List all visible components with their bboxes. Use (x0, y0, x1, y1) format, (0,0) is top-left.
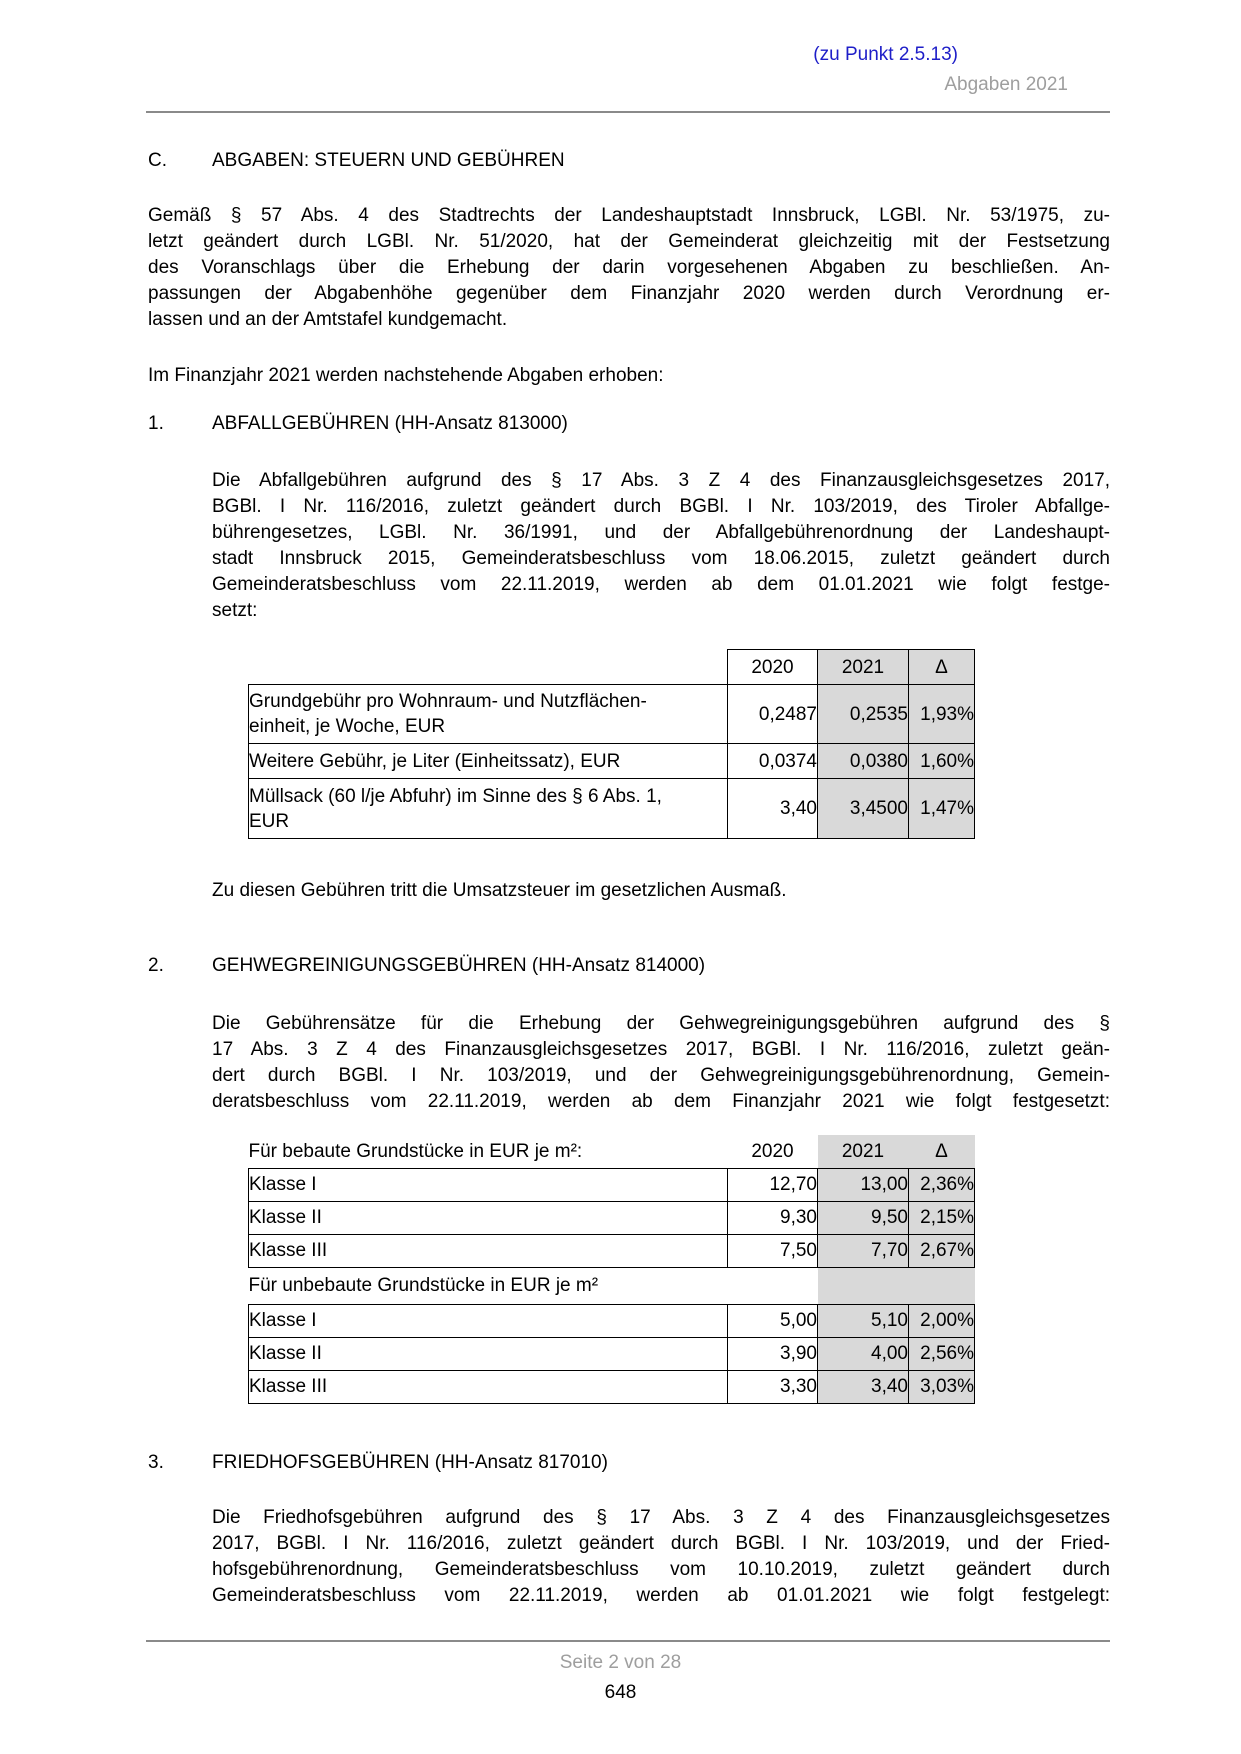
paragraph-line: bührengesetzes, LGBl. Nr. 36/1991, und der Abfallgebührenordnung der Landeshaupt- (212, 522, 1110, 543)
paragraph-line: Die Gebührensätze für die Erhebung der Gehwegreinigungsgebühren aufgrund des § (212, 1013, 1110, 1034)
sidewalk-fees-table (248, 1135, 975, 1404)
value-2020: 0,2487 (728, 685, 818, 744)
table-row (249, 1234, 975, 1267)
paragraph-line: des Voranschlags über die Erhebung der darin vorgesehenen Abgaben zu beschließen. An- (148, 257, 1110, 278)
row-label: Klasse II (249, 1201, 728, 1234)
value-2021: 3,4500 (818, 779, 909, 839)
value-2021: 0,2535 (818, 685, 909, 744)
row-label: Klasse I (249, 1304, 728, 1337)
subheader-gray-cell (818, 1267, 909, 1304)
value-2020: 7,50 (728, 1234, 818, 1267)
paragraph-line: Die Friedhofsgebühren aufgrund des § 17 Abs. 3 Z 4 des Finanzausgleichsgesetzes (212, 1507, 1110, 1528)
table-row (249, 685, 975, 744)
subheader-gray-cell (909, 1267, 975, 1304)
table-header-row (249, 1135, 975, 1168)
row-label: Weitere Gebühr, je Liter (Einheitssatz), EUR (249, 744, 728, 779)
paragraph-line: Die Abfallgebühren aufgrund des § 17 Abs. 3 Z 4 des Finanzausgleichsgesetzes 2017, (212, 470, 1110, 491)
paragraph-line: deratsbeschluss vom 22.11.2019, werden ab dem Finanzjahr 2021 wie folgt festgesetzt: (212, 1091, 1110, 1112)
value-2021: 3,40 (818, 1370, 909, 1403)
section-3-number: 3. (148, 1452, 164, 1473)
column-header-delta: Δ (909, 650, 975, 685)
table-header-spacer (249, 650, 728, 685)
footer-page-label: Seite 2 von 28 (559, 1652, 682, 1673)
section-2-heading (148, 953, 705, 979)
section-1-number: 1. (148, 413, 164, 434)
header-doc-label: Abgaben 2021 (944, 74, 1068, 95)
value-delta: 1,93% (909, 685, 975, 744)
row-label: Klasse III (249, 1234, 728, 1267)
section-3-title: FRIEDHOFSGEBÜHREN (HH-Ansatz 817010) (212, 1452, 608, 1473)
value-2020: 9,30 (728, 1201, 818, 1234)
paragraph-line: Gemeinderatsbeschluss vom 22.11.2019, werden ab dem 01.01.2021 wie folgt festge- (212, 574, 1110, 595)
section-2-number: 2. (148, 955, 164, 976)
value-delta: 2,15% (909, 1201, 975, 1234)
table-subheader-row (249, 1267, 975, 1304)
value-delta: 1,47% (909, 779, 975, 839)
doc-title-text: ABGABEN: STEUERN UND GEBÜHREN (212, 150, 565, 171)
value-delta: 3,03% (909, 1370, 975, 1403)
section-1-heading (148, 411, 568, 437)
value-delta: 2,00% (909, 1304, 975, 1337)
value-2020: 0,0374 (728, 744, 818, 779)
built-plots-header: Für bebaute Grundstücke in EUR je m²: (248, 1140, 583, 1162)
paragraph-line: setzt: (212, 600, 258, 621)
column-header-2021: 2021 (818, 1135, 909, 1168)
column-header-2020: 2020 (751, 1140, 794, 1162)
row-label: Müllsack (60 l/je Abfuhr) im Sinne des § 6 Abs. 1, EUR (249, 779, 728, 839)
table-header-row (249, 650, 975, 685)
paragraph-line: lassen und an der Amtstafel kundgemacht. (148, 309, 508, 330)
section-2-title: GEHWEGREINIGUNGSGEBÜHREN (HH-Ansatz 814000) (212, 955, 706, 976)
table-row (249, 1201, 975, 1234)
section-2-paragraph (212, 1011, 1110, 1115)
paragraph-line: 2017, BGBl. I Nr. 116/2016, zuletzt geändert durch BGBl. I Nr. 103/2019, und der Fried- (212, 1533, 1110, 1554)
vat-note: Zu diesen Gebühren tritt die Umsatzsteuer im gesetzlichen Ausmaß. (212, 880, 787, 901)
section-1-paragraph (212, 468, 1110, 624)
paragraph-line: dert durch BGBl. I Nr. 103/2019, und der Gehwegreinigungsgebührenordnung, Gemein- (212, 1065, 1110, 1086)
row-label: Klasse I (249, 1168, 728, 1201)
value-2021: 5,10 (818, 1304, 909, 1337)
paragraph-line: Gemäß § 57 Abs. 4 des Stadtrechts der Landeshauptstadt Innsbruck, LGBl. Nr. 53/1975, zu- (148, 205, 1110, 226)
value-2021: 0,0380 (818, 744, 909, 779)
value-2020: 12,70 (728, 1168, 818, 1201)
row-label: Grundgebühr pro Wohnraum- und Nutzflächen- einheit, je Woche, EUR (249, 685, 728, 744)
value-delta: 2,36% (909, 1168, 975, 1201)
unbuilt-plots-header: Für unbebaute Grundstücke in EUR je m² (248, 1275, 599, 1296)
section-3-heading (148, 1450, 608, 1476)
value-2020: 3,30 (728, 1370, 818, 1403)
paragraph-line: 17 Abs. 3 Z 4 des Finanzausgleichsgesetzes 2017, BGBl. I Nr. 116/2016, zuletzt geän- (212, 1039, 1110, 1060)
value-2020: 3,90 (728, 1337, 818, 1370)
doc-title-number: C. (148, 150, 167, 171)
value-2021: 7,70 (818, 1234, 909, 1267)
table-row (249, 1370, 975, 1403)
intro-paragraph (148, 203, 1110, 333)
table-row (249, 1304, 975, 1337)
column-header-2020: 2020 (728, 650, 818, 685)
value-2021: 13,00 (818, 1168, 909, 1201)
paragraph-line: passungen der Abgabenhöhe gegenüber dem Finanzjahr 2020 werden durch Verordnung er- (148, 283, 1110, 304)
table-row (249, 1168, 975, 1201)
value-delta: 1,60% (909, 744, 975, 779)
header-rule (146, 111, 1110, 113)
paragraph-line: hofsgebührenordnung, Gemeinderatsbeschluss vom 10.10.2019, zuletzt geändert durch (212, 1559, 1110, 1580)
value-delta: 2,67% (909, 1234, 975, 1267)
footer-rule (146, 1640, 1110, 1642)
table-row (249, 744, 975, 779)
footer-page-number: 648 (604, 1682, 637, 1703)
value-2020: 5,00 (728, 1304, 818, 1337)
value-2021: 4,00 (818, 1337, 909, 1370)
waste-fees-table (248, 649, 975, 839)
section-3-paragraph (212, 1505, 1110, 1609)
table-row (249, 1337, 975, 1370)
column-header-delta: Δ (909, 1135, 975, 1168)
list-intro-note: Im Finanzjahr 2021 werden nachstehende Abgaben erhoben: (148, 365, 664, 386)
row-label: Klasse II (249, 1337, 728, 1370)
value-2020: 3,40 (728, 779, 818, 839)
column-header-2021: 2021 (818, 650, 909, 685)
section-1-title: ABFALLGEBÜHREN (HH-Ansatz 813000) (212, 413, 568, 434)
doc-title (148, 148, 565, 174)
value-delta: 2,56% (909, 1337, 975, 1370)
paragraph-line: Gemeinderatsbeschluss vom 22.11.2019, werden ab 01.01.2021 wie folgt festgelegt: (212, 1585, 1110, 1606)
paragraph-line: letzt geändert durch LGBl. Nr. 51/2020, hat der Gemeinderat gleichzeitig mit der Festsetzung (148, 231, 1110, 252)
table-row (249, 779, 975, 839)
paragraph-line: BGBl. I Nr. 116/2016, zuletzt geändert durch BGBl. I Nr. 103/2019, des Tiroler Abfallge- (212, 496, 1110, 517)
header-ref-note: (zu Punkt 2.5.13) (813, 44, 958, 65)
paragraph-line: stadt Innsbruck 2015, Gemeinderatsbeschluss vom 18.06.2015, zuletzt geändert durch (212, 548, 1110, 569)
row-label: Klasse III (249, 1370, 728, 1403)
value-2021: 9,50 (818, 1201, 909, 1234)
